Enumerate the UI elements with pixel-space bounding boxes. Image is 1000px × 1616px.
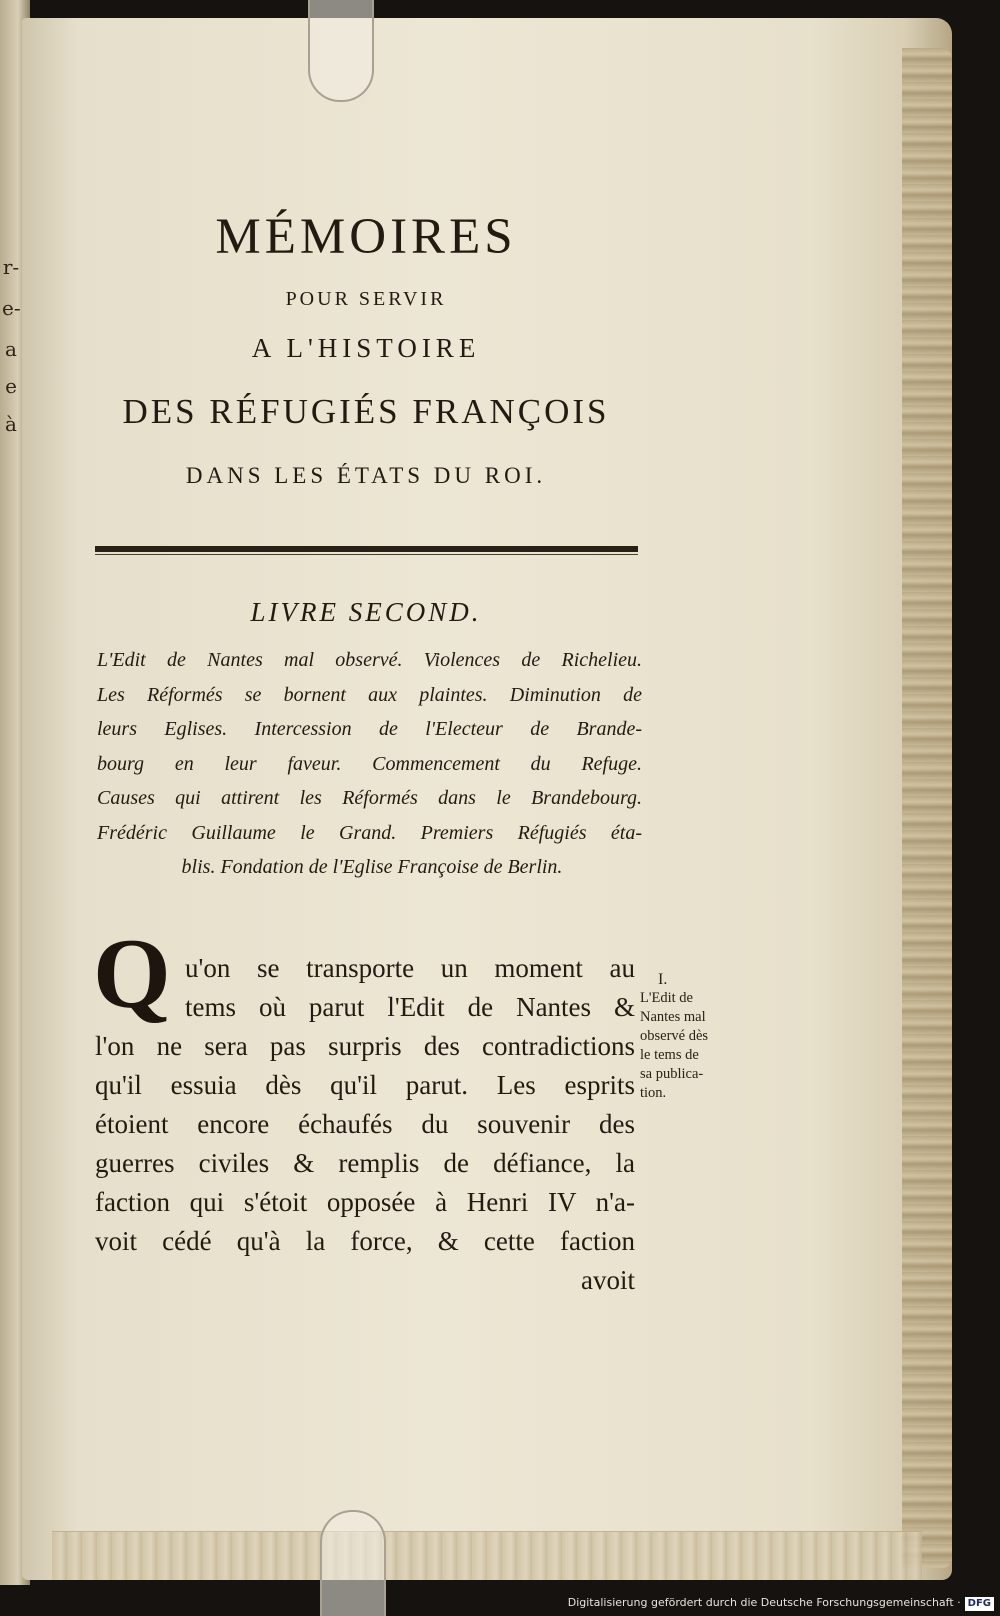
marginal-note-line: sa publica-	[640, 1066, 704, 1082]
page-clip-bottom	[320, 1510, 386, 1616]
title-line-4: DES RÉFUGIÉS FRANÇOIS	[122, 392, 610, 431]
body-line: qu'il essuia dès qu'il parut. Les esprits	[95, 1070, 635, 1100]
credit-text: Digitalisierung gefördert durch die Deutsche Forschungsgemeinschaft ·	[567, 1596, 961, 1609]
summary-line: Causes qui attirent les Réformés dans le Brandebourg.	[97, 787, 642, 809]
summary-line: Frédéric Guillaume le Grand. Premiers Réfugiés éta-	[97, 821, 642, 844]
marginal-note-line: L'Edit de	[640, 990, 693, 1006]
left-edge-letter: e	[5, 374, 17, 398]
drop-cap: Q	[93, 918, 171, 1029]
body-line: étoient encore échaufés du souvenir des	[95, 1109, 635, 1139]
marginal-note-number: I.	[658, 971, 668, 988]
left-edge-letter: e-	[2, 296, 21, 320]
title-line-3: A L'HISTOIRE	[251, 333, 481, 363]
dfg-logo: DFG	[965, 1597, 994, 1611]
body-line: l'on ne sera pas surpris des contradictions	[95, 1031, 635, 1061]
title-line-5: DANS LES ÉTATS DU ROI.	[185, 463, 547, 488]
body-line: u'on se transporte un moment au	[185, 953, 635, 983]
summary-line: leurs Eglises. Intercession de l'Electeur de Brande-	[97, 718, 642, 740]
page-title: MÉMOIRES	[215, 209, 517, 265]
left-edge-letter: a	[5, 337, 17, 361]
marginal-note-line: tion.	[640, 1085, 667, 1101]
marginal-note	[640, 970, 740, 1103]
marginal-note-line: observé dès	[640, 1028, 709, 1044]
chapter-heading: LIVRE SECOND.	[250, 597, 482, 627]
page-fore-edge	[902, 48, 952, 1568]
body-line: voit cédé qu'à la force, & cette faction	[95, 1226, 635, 1256]
summary-line: bourg en leur faveur. Commencement du Refuge.	[97, 752, 642, 775]
left-edge-letter: r-	[2, 255, 20, 279]
marginal-note-line: le tems de	[640, 1047, 699, 1063]
summary-line: blis. Fondation de l'Eglise Françoise de Berlin.	[181, 856, 563, 878]
body-line: faction qui s'étoit opposée à Henri IV n'a-	[95, 1187, 635, 1217]
page-clip-top	[308, 0, 374, 102]
chapter-summary	[97, 643, 642, 885]
title-divider	[95, 546, 638, 552]
left-edge-letter: à	[5, 412, 17, 436]
body-line: guerres civiles & remplis de défiance, la	[95, 1148, 635, 1178]
body-line: tems où parut l'Edit de Nantes &	[185, 992, 635, 1022]
body-text	[95, 949, 635, 1300]
page-bottom-edge	[52, 1531, 922, 1580]
catchword: avoit	[581, 1265, 635, 1295]
digitization-credit	[568, 1594, 994, 1612]
marginal-note-line: Nantes mal	[640, 1009, 706, 1025]
title-line-2: POUR SERVIR	[285, 288, 447, 310]
summary-line: L'Edit de Nantes mal observé. Violences de Richelieu.	[97, 649, 642, 671]
summary-line: Les Réformés se bornent aux plaintes. Diminution de	[97, 683, 642, 706]
